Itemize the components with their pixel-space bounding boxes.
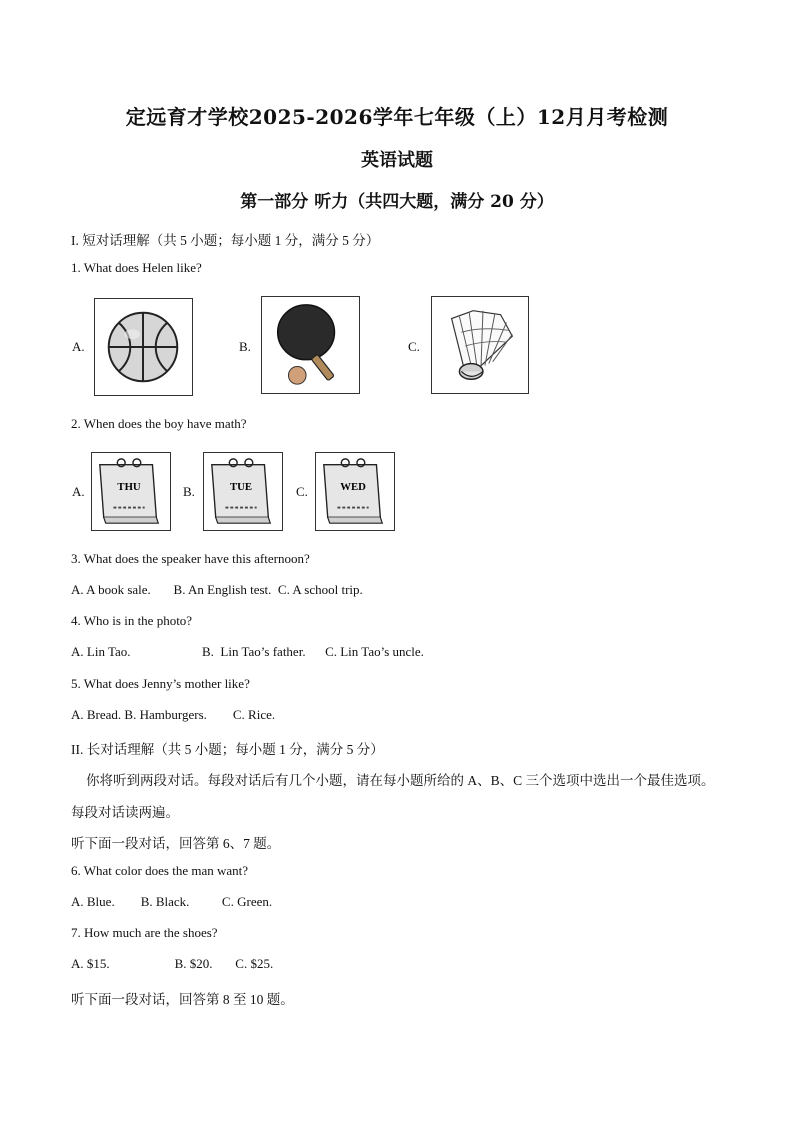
- calendar-day: THU: [117, 481, 141, 494]
- basketball-icon: [95, 299, 192, 395]
- q2-option-a-label: A.: [72, 484, 85, 499]
- q1-option-c-label: C.: [408, 339, 420, 354]
- calendar-icon: [92, 453, 170, 530]
- q6-options: A. Blue. B. Black. C. Green.: [71, 894, 273, 909]
- q1-option-b-image: [261, 296, 360, 394]
- q2-option-b-image: [203, 452, 283, 531]
- ping-pong-paddle-icon: [262, 297, 359, 393]
- q3-text: 3. What does the speaker have this afternoon?: [71, 551, 310, 566]
- q1-option-b-label: B.: [239, 339, 251, 354]
- calendar-icon: [204, 453, 282, 530]
- shuttlecock-icon: [432, 297, 528, 393]
- q4-text: 4. Who is in the photo?: [71, 613, 193, 628]
- calendar-day: WED: [340, 481, 366, 494]
- section2-instruction-2: 每段对话读两遍。: [71, 805, 179, 820]
- q2-option-c-label: C.: [296, 484, 308, 499]
- calendar-day: TUE: [230, 481, 253, 494]
- dialog2-intro: 听下面一段对话，回答第 8 至 10 题。: [71, 992, 294, 1007]
- q1-text: 1. What does Helen like?: [71, 260, 202, 275]
- q2-option-b-label: B.: [183, 484, 195, 499]
- q7-text: 7. How much are the shoes?: [71, 925, 218, 940]
- section2-instruction: 你将听到两段对话。每段对话后有几个小题，请在每小题所给的 A、B、C 三个选项中选出一个最佳选项。: [86, 773, 715, 788]
- q7-options: A. $15. B. $20. C. $25.: [71, 956, 274, 971]
- q5-options: A. Bread. B. Hamburgers. C. Rice.: [71, 707, 276, 722]
- page-title: 定远育才学校2025-2026学年七年级（上）12月月考检测: [125, 105, 669, 129]
- calendar-icon: [316, 453, 394, 530]
- q1-option-c-image: [431, 296, 529, 394]
- q5-text: 5. What does Jenny’s mother like?: [71, 676, 250, 691]
- q2-option-a-image: [91, 452, 171, 531]
- dialog1-intro: 听下面一段对话，回答第 6、7 题。: [71, 836, 281, 851]
- q4-options: A. Lin Tao. B. Lin Tao’s father. C. Lin Tao’s uncle.: [71, 644, 424, 659]
- q1-option-a-image: [94, 298, 193, 396]
- q2-text: 2. When does the boy have math?: [71, 416, 247, 431]
- section2-heading: II. 长对话理解（共 5 小题；每小题 1 分，满分 5 分）: [71, 742, 384, 757]
- q2-option-c-image: [315, 452, 395, 531]
- q1-option-a-label: A.: [72, 339, 85, 354]
- section1-heading: I. 短对话理解（共 5 小题；每小题 1 分，满分 5 分）: [71, 233, 380, 248]
- page-subtitle: 英语试题: [361, 150, 433, 171]
- q3-options: A. A book sale. B. An English test. C. A school trip.: [71, 582, 363, 597]
- part-heading: 第一部分 听力（共四大题，满分 20 分）: [240, 192, 554, 212]
- q6-text: 6. What color does the man want?: [71, 863, 249, 878]
